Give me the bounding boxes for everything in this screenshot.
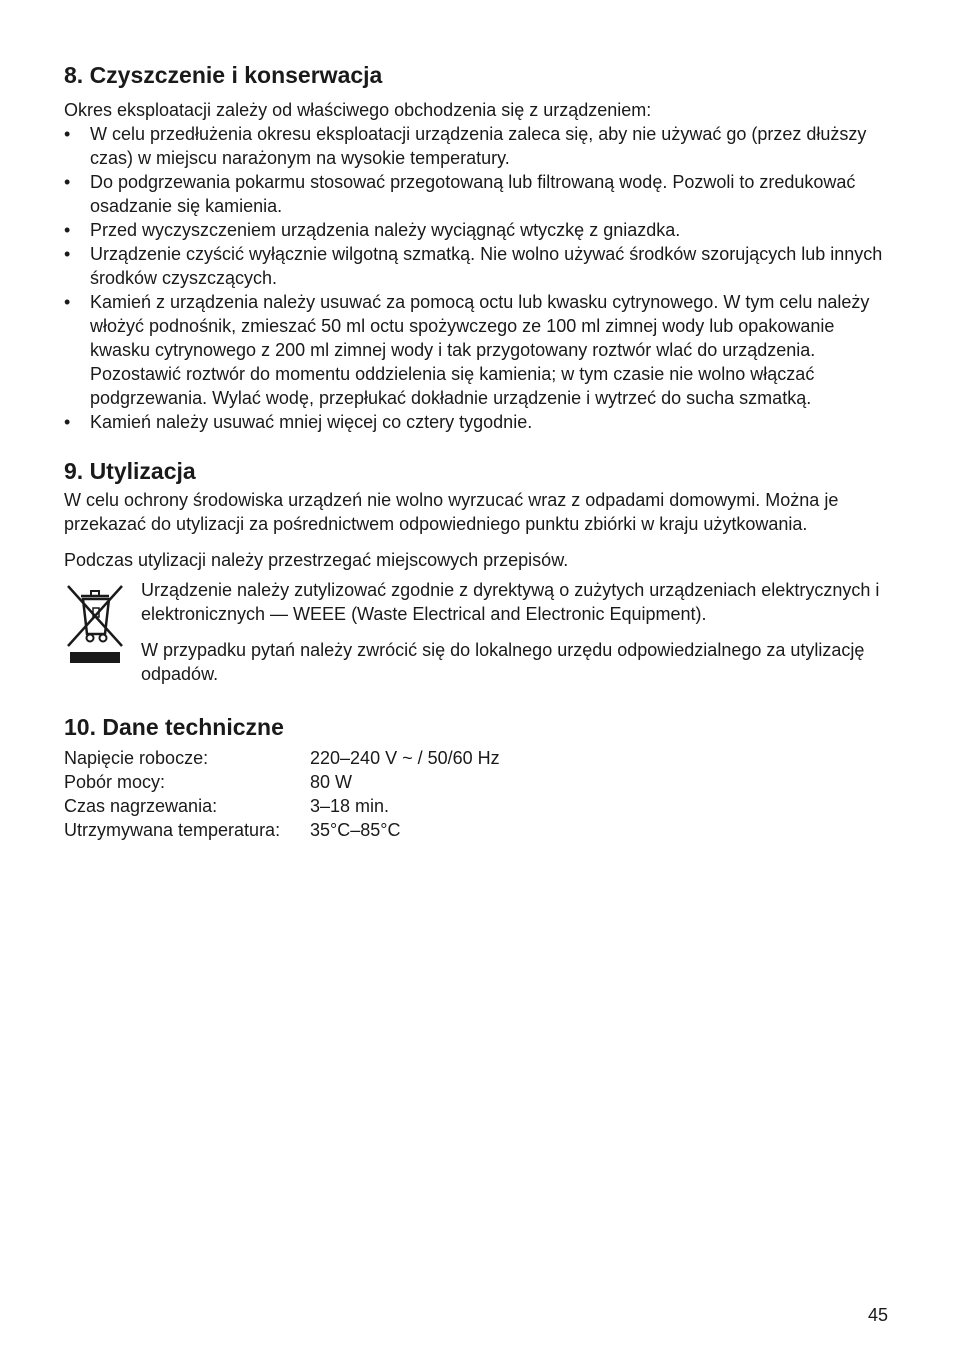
section-heading-technical-data: 10. Dane techniczne [64, 714, 284, 740]
list-item-text: Przed wyczyszczeniem urządzenia należy wyciągnąć wtyczkę z gniazdka. [90, 220, 681, 240]
list-item [64, 218, 894, 242]
disposal-regulations: Podczas utylizacji należy przestrzegać miejscowych przepisów. [64, 550, 569, 570]
disposal-paragraph: W celu ochrony środowiska urządzeń nie wolno wyrzucać wraz z odpadami domowymi. Można je przekazać do utylizacji za pośrednictwem odpowiedniego punktu zbiórki w kraju użytkowania. [64, 490, 839, 534]
bullet: • [64, 412, 71, 432]
spec-label: Napięcie robocze: [64, 748, 209, 768]
list-item-text: Urządzenie czyścić wyłącznie wilgotną szmatką. Nie wolno używać środków szorujących lub innych środków czyszczących. [90, 244, 883, 288]
spec-label: Czas nagrzewania: [64, 796, 218, 816]
list-item [64, 170, 894, 218]
spec-row [64, 746, 894, 770]
section-cleaning [64, 60, 894, 434]
bullet: • [64, 292, 71, 312]
list-item [64, 242, 894, 290]
spec-value: 35°C–85°C [310, 820, 401, 840]
list-item [64, 410, 894, 434]
bullet: • [64, 244, 71, 264]
spec-value: 3–18 min. [310, 796, 390, 816]
weee-notice [64, 578, 894, 686]
section-disposal [64, 456, 894, 686]
cleaning-list [64, 122, 894, 434]
section-heading-disposal: 9. Utylizacja [64, 458, 196, 484]
spec-row [64, 818, 894, 842]
specs-table [64, 746, 894, 842]
spec-row [64, 770, 894, 794]
spec-label: Pobór mocy: [64, 772, 166, 792]
weee-contact-text: W przypadku pytań należy zwrócić się do lokalnego urzędu odpowiedzialnego za utylizację odpadów. [141, 640, 865, 684]
list-item-text: W celu przedłużenia okresu eksploatacji urządzenia zaleca się, aby nie używać go (przez dłuższy czas) w miejscu narażonym na wysokie temperatury. [90, 124, 867, 168]
crossed-out-wheelie-bin-icon [64, 580, 126, 664]
list-item-text: Do podgrzewania pokarmu stosować przegotowaną lub filtrowaną wodę. Pozwoli to zredukować osadzanie się kamienia. [90, 172, 856, 216]
spec-value: 220–240 V ~ / 50/60 Hz [310, 748, 500, 768]
weee-directive-text: Urządzenie należy zutylizować zgodnie z dyrektywą o zużytych urządzeniach elektrycznych i elektronicznych — WEEE (Waste Electrical and Electronic Equipment). [141, 580, 880, 624]
cleaning-intro: Okres eksploatacji zależy od właściwego obchodzenia się z urządzeniem: [64, 100, 652, 120]
bullet: • [64, 172, 71, 192]
bullet: • [64, 124, 71, 144]
list-item-text: Kamień z urządzenia należy usuwać za pomocą octu lub kwasku cytrynowego. W tym celu należy włożyć podnośnik, zmieszać 50 ml octu spożywczego ze 100 ml zimnej wody lub opakowanie kwasku cytrynowego z 200 ml zimnej wody i tak przygotowany roztwór wlać do urządzenia. Pozostawić roztwór do momentu oddzielenia się kamienia; w tym czasie nie wolno włączać podgrzewania. Wylać wodę, przepłukać dokładnie urządzenie i wytrzeć do sucha szmatką. [90, 292, 870, 408]
section-technical-data [64, 712, 894, 842]
manual-page [64, 60, 894, 842]
section-heading-cleaning: 8. Czyszczenie i konserwacja [64, 62, 383, 88]
page-number: 45 [868, 1305, 889, 1325]
bullet: • [64, 220, 71, 240]
list-item-text: Kamień należy usuwać mniej więcej co cztery tygodnie. [90, 412, 533, 432]
spec-label: Utrzymywana temperatura: [64, 820, 281, 840]
spec-value: 80 W [310, 772, 353, 792]
list-item [64, 122, 894, 170]
list-item [64, 290, 894, 410]
spec-row [64, 794, 894, 818]
